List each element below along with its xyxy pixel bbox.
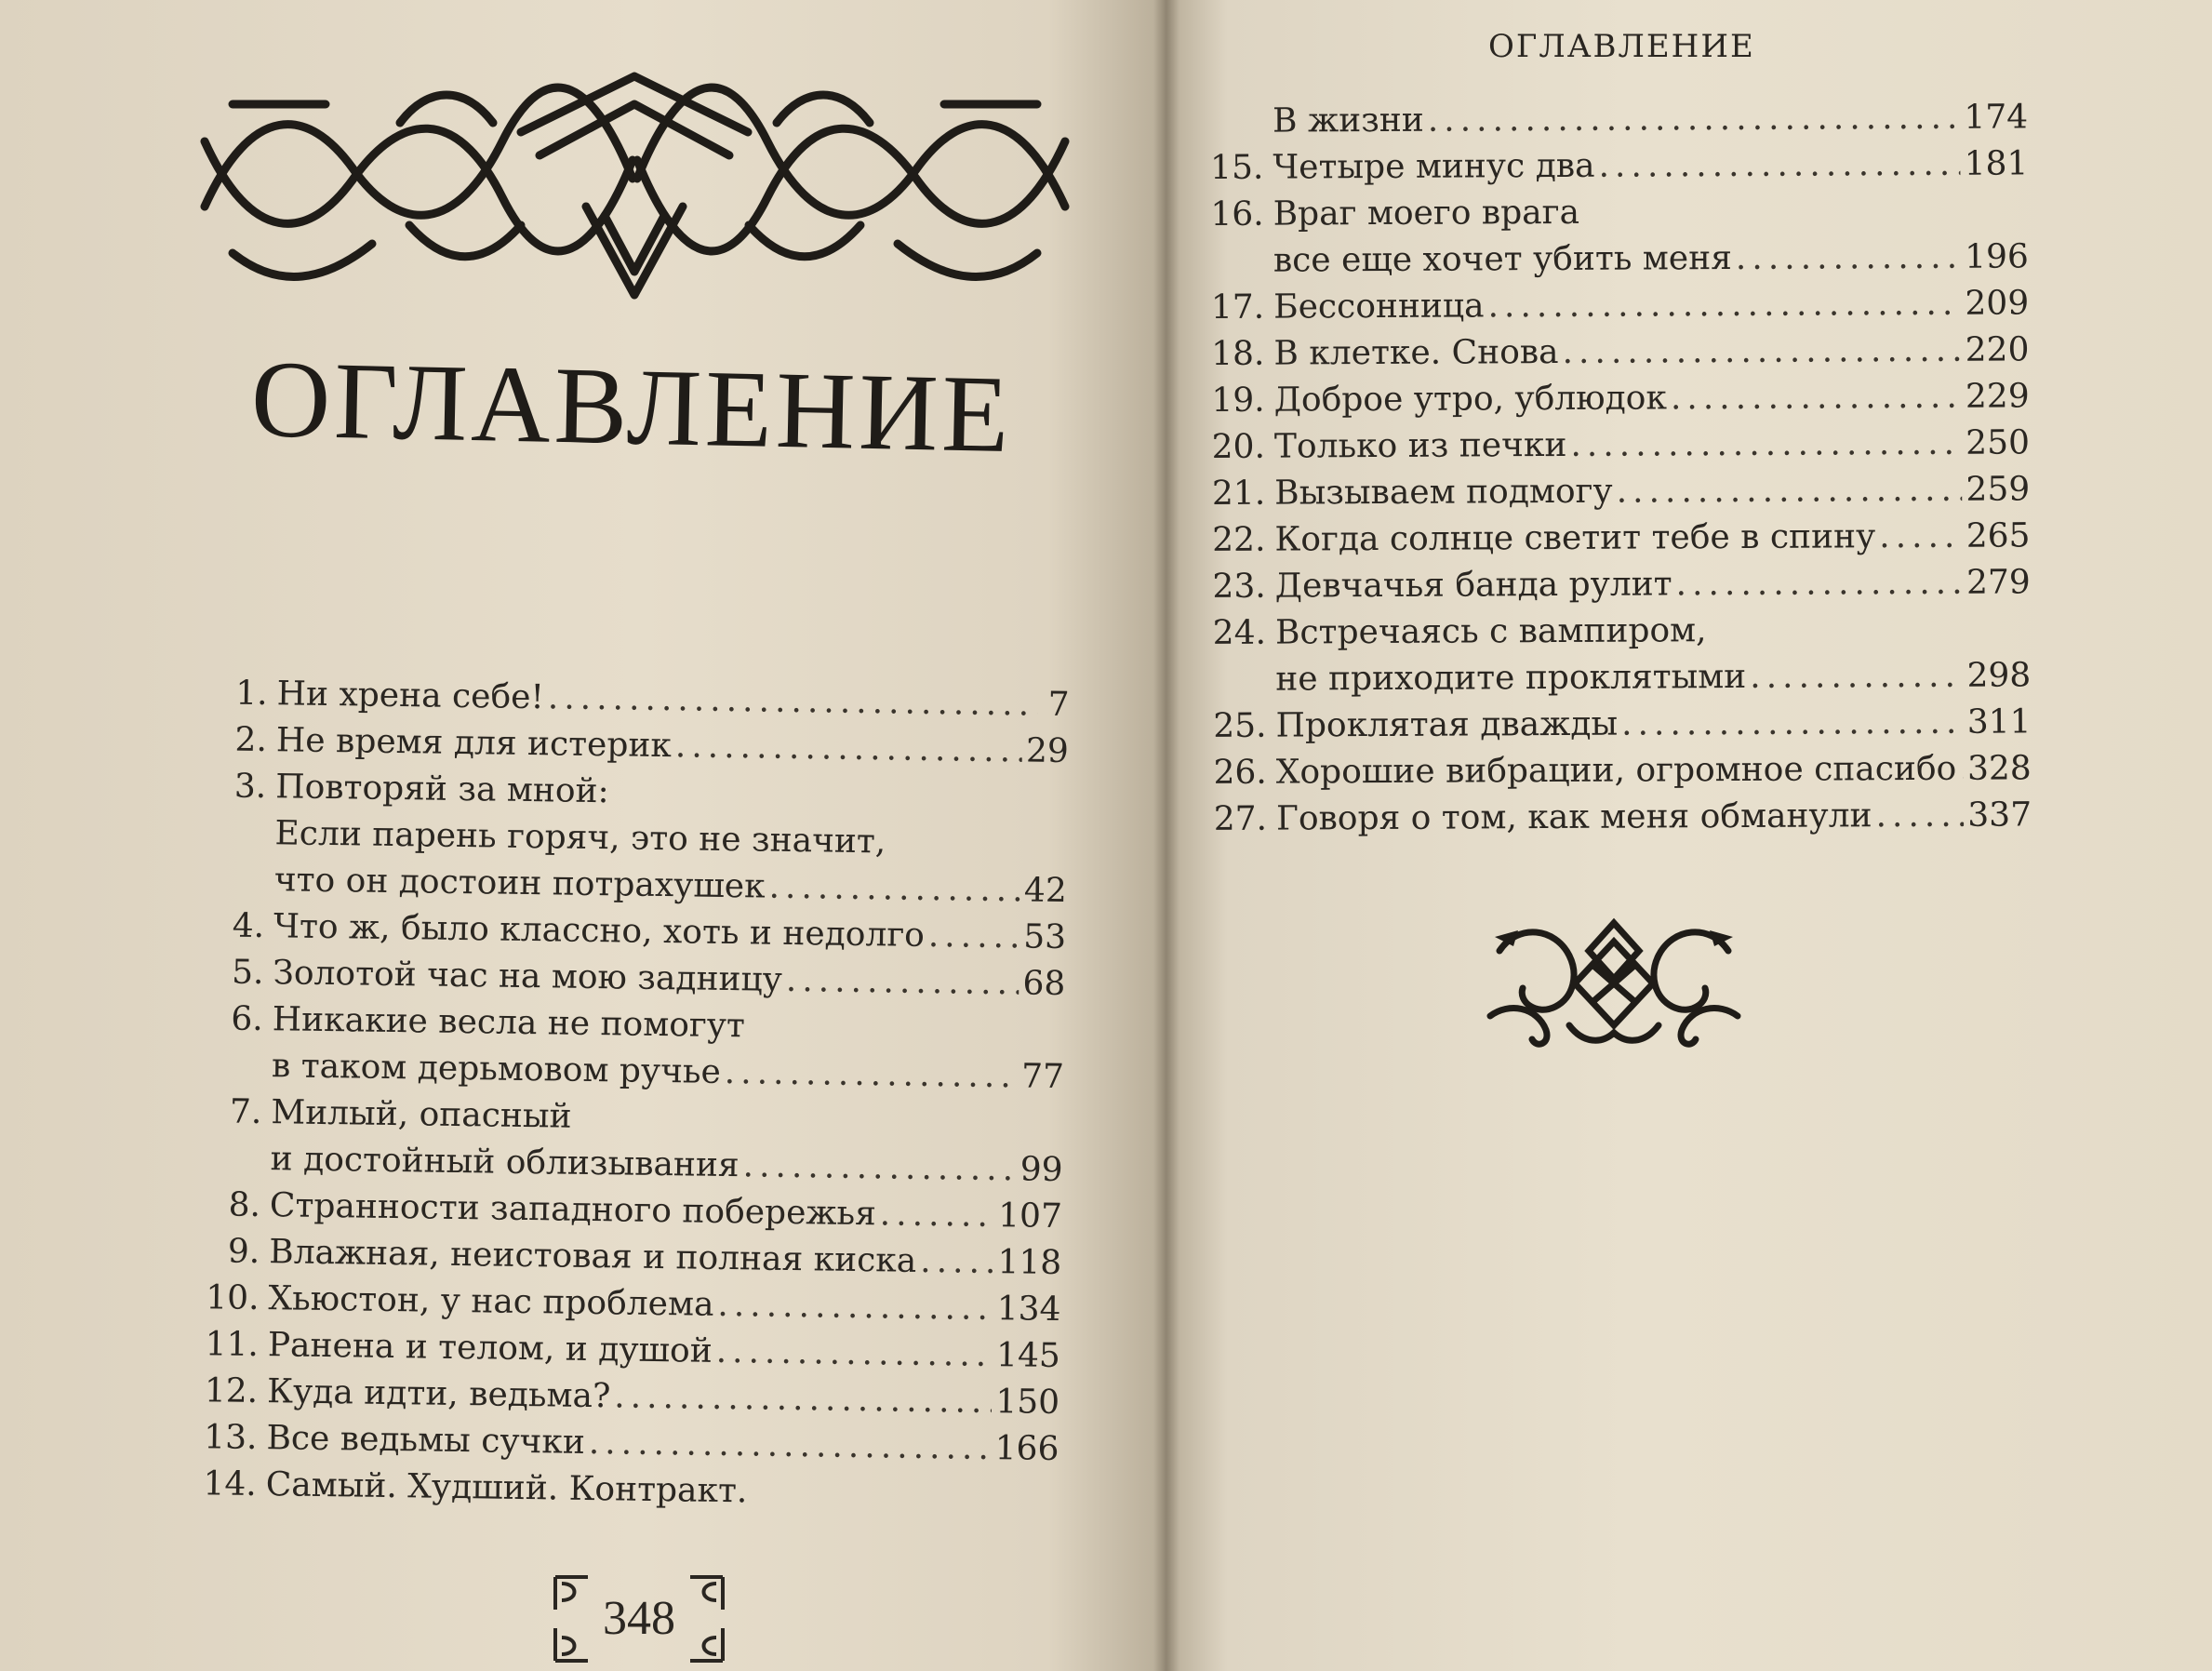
toc-entry-number: 19. <box>1211 381 1265 420</box>
toc-leader-dots <box>1617 467 1963 515</box>
page-number: 348 <box>603 1592 675 1645</box>
toc-entry-title: Говоря о том, как меня обманули <box>1275 796 1872 838</box>
toc-entry-page: 150 <box>995 1383 1060 1423</box>
toc-entry-title: Милый, опасный <box>271 1093 572 1136</box>
toc-entry-page: 181 <box>1964 144 2029 183</box>
toc-leader-dots <box>1570 421 1962 469</box>
toc-entry-page: 68 <box>1022 964 1066 1004</box>
toc-entry-page: 229 <box>1965 377 2030 416</box>
toc-entry-title: В клетке. Снова <box>1273 332 1559 373</box>
toc-entry-title: Четыре минус два <box>1273 146 1595 187</box>
toc-entry-number: 10. <box>206 1278 260 1318</box>
toc-leader-dots <box>724 1049 1018 1100</box>
toc-entry-page: 53 <box>1022 917 1067 957</box>
toc-entry-number: 6. <box>231 999 264 1039</box>
toc-entry-number: 4. <box>232 906 265 946</box>
toc-entry-page: 7 <box>1047 685 1070 725</box>
toc-entry-page: 134 <box>996 1290 1061 1330</box>
toc-entry-number: 8. <box>228 1185 261 1225</box>
toc-entry-title: Проклятая дважды <box>1275 704 1619 745</box>
toc-leader-dots <box>1621 700 1964 748</box>
toc-entry-page: 265 <box>1965 516 2031 555</box>
toc-entry-line <box>1203 559 2031 610</box>
toc-entry-line <box>1203 699 2031 750</box>
toc-entry-line <box>1200 94 2028 145</box>
toc-entry-page: 328 <box>1966 749 2032 788</box>
toc-entry-number: 23. <box>1212 567 1266 606</box>
toc-leader-dots <box>1487 281 1961 330</box>
toc-leader-dots <box>614 1373 993 1425</box>
toc-entry-number: 24. <box>1212 613 1267 652</box>
toc-entry-line <box>1202 466 2030 517</box>
celtic-beasts-ornament-icon <box>1481 914 1747 1051</box>
toc-entry-page: 166 <box>994 1429 1059 1469</box>
toc-leader-dots <box>1960 746 1964 793</box>
toc-entry-page: 250 <box>1965 423 2031 462</box>
toc-entry-title: Если парень горяч, это не значит, <box>274 814 886 862</box>
toc-entry-title: Доброе утро, ублюдок <box>1273 379 1668 420</box>
toc-entry-number <box>193 843 274 844</box>
toc-entry-page: 311 <box>1966 702 2032 742</box>
toc-entry-page: 298 <box>1966 656 2032 695</box>
page-title: ОГЛАВЛЕНИЕ <box>249 338 1014 476</box>
toc-entry-number: 3. <box>233 767 267 807</box>
toc-entry-title: Встречаясь с вампиром, <box>1274 611 1707 652</box>
toc-entry-title: Только из печки <box>1273 425 1567 466</box>
toc-entry-page: 42 <box>1023 871 1068 911</box>
toc-leader-dots <box>920 1238 994 1286</box>
toc-entry-title: Влажная, неистовая и полная киска <box>268 1233 917 1280</box>
toc-leader-dots <box>1671 374 1962 422</box>
toc-leader-dots <box>1875 793 1964 839</box>
toc-entry-title: В жизни <box>1273 100 1424 140</box>
toc-entry-line <box>1202 420 2030 471</box>
toc-entry-title: в таком дерьмовом ручье <box>271 1047 722 1091</box>
toc-entry-title: и достойный облизывания <box>270 1140 740 1185</box>
toc-entry-number: 5. <box>231 953 264 993</box>
toc-entry-line <box>1201 187 2029 238</box>
toc-entry-number: 9. <box>227 1232 260 1272</box>
toc-entry-title: Когда солнце светит тебе в спину <box>1274 517 1876 559</box>
toc-entry-title: Не время для истерик <box>275 721 673 766</box>
toc-entry-line <box>1203 606 2031 657</box>
toc-entry-number: 7. <box>229 1092 262 1132</box>
toc-entry-title: Повторяй за мной: <box>274 768 609 811</box>
toc-entry-number: 22. <box>1212 520 1266 559</box>
toc-entry-number: 14. <box>203 1464 258 1504</box>
toc-entry-number: 1. <box>235 674 268 714</box>
toc-entry-title: Ранена и телом, и душой <box>267 1326 713 1370</box>
toc-entry-page: 118 <box>997 1243 1062 1283</box>
toc-leader-dots <box>1750 653 1964 701</box>
toc-entry-number: 12. <box>204 1371 259 1411</box>
toc-entry-line <box>1201 327 2029 378</box>
toc-entry-title: не приходите проклятыми <box>1275 657 1747 699</box>
toc-leader-dots <box>879 1191 994 1239</box>
toc-entry-line <box>1202 513 2030 564</box>
toc-entry-page: 279 <box>1965 563 2031 602</box>
toc-entry-line <box>1200 140 2028 192</box>
toc-entry-page: 29 <box>1025 731 1070 771</box>
toc-entry-page: 77 <box>1020 1057 1065 1097</box>
toc-leader-dots <box>1879 514 1963 560</box>
toc-entry-number: 15. <box>1210 148 1264 187</box>
toc-entry-line <box>1203 652 2031 703</box>
toc-leader-dots <box>786 957 1019 1007</box>
toc-entry-title: Хьюстон, у нас проблема <box>268 1279 714 1324</box>
toc-leader-dots <box>1428 95 1961 144</box>
toc-entry-title: Девчачья банда рулит <box>1274 565 1672 606</box>
toc-list-left <box>183 670 1069 1519</box>
toc-entry-title: Бессонница <box>1273 287 1485 327</box>
toc-entry-title: Все ведьмы сучки <box>266 1419 586 1462</box>
toc-entry-number: 26. <box>1213 753 1267 792</box>
toc-entry-line <box>1201 234 2029 285</box>
toc-entry-page: 337 <box>1967 795 2032 835</box>
running-head: ОГЛАВЛЕНИЕ <box>1488 28 1755 65</box>
toc-leader-dots <box>928 913 1020 960</box>
toc-entry-line <box>1204 792 2032 843</box>
toc-leader-dots <box>715 1329 993 1379</box>
toc-leader-dots <box>548 675 1038 728</box>
toc-entry-title: Золотой час на мою задницу <box>273 954 783 999</box>
toc-entry-number: 25. <box>1213 706 1267 745</box>
toc-entry-line <box>1201 280 2029 331</box>
toc-entry-line <box>1202 373 2030 424</box>
toc-entry-title: Ни хрена себе! <box>276 675 545 717</box>
toc-entry-number: 17. <box>1210 287 1265 327</box>
toc-entry-page: 174 <box>1964 98 2029 137</box>
toc-entry-line <box>1204 745 2032 796</box>
toc-entry-number: 13. <box>203 1418 258 1458</box>
toc-entry-page: 220 <box>1965 330 2030 369</box>
toc-list-right <box>1200 94 2032 843</box>
toc-entry-number: 18. <box>1211 334 1265 373</box>
toc-entry-page: 99 <box>1019 1150 1063 1190</box>
toc-entry-title: что он достоин потрахушек <box>273 861 766 906</box>
toc-entry-number: 20. <box>1211 427 1266 466</box>
toc-leader-dots <box>1736 234 1962 282</box>
page-folio <box>551 1572 727 1665</box>
toc-leader-dots <box>1675 560 1963 608</box>
toc-entry-number: 21. <box>1211 474 1266 513</box>
toc-entry-number <box>189 1169 271 1170</box>
toc-entry-page: 196 <box>1965 237 2030 276</box>
toc-leader-dots <box>675 723 1023 774</box>
toc-entry-title: Странности западного побережья <box>269 1186 877 1234</box>
toc-entry-title: Хорошие вибрации, огромное спасибо <box>1275 749 1957 792</box>
toc-entry-page: 145 <box>995 1336 1061 1376</box>
toc-entry-title: Самый. Худший. Контракт. <box>265 1465 748 1511</box>
toc-entry-title: Куда идти, ведьма? <box>266 1372 611 1416</box>
toc-entry-number: 11. <box>205 1325 260 1365</box>
toc-entry-number: 2. <box>234 720 268 760</box>
book-gutter <box>1153 0 1179 1671</box>
toc-entry-title: Что ж, было классно, хоть и недолго <box>273 907 926 955</box>
toc-entry-title: Враг моего врага <box>1273 193 1580 234</box>
toc-leader-dots <box>742 1143 1017 1193</box>
toc-entry-page: 259 <box>1965 470 2031 509</box>
toc-entry-title: Никакие весла не помогут <box>272 1000 746 1046</box>
toc-entry-number: 27. <box>1213 799 1268 838</box>
celtic-knot-ornament-icon <box>195 67 1074 311</box>
toc-entry-number: 16. <box>1210 194 1264 234</box>
toc-entry-number <box>193 889 274 890</box>
toc-entry-title: Вызываем подмогу <box>1274 472 1613 513</box>
toc-leader-dots <box>717 1282 993 1332</box>
toc-entry-page: 107 <box>997 1196 1063 1237</box>
toc-entry-page: 209 <box>1965 284 2030 323</box>
toc-entry-title: все еще хочет убить меня <box>1273 239 1732 280</box>
toc-leader-dots <box>1598 141 1960 190</box>
toc-leader-dots <box>768 864 1020 915</box>
toc-leader-dots <box>589 1420 992 1472</box>
toc-leader-dots <box>1562 328 1961 376</box>
